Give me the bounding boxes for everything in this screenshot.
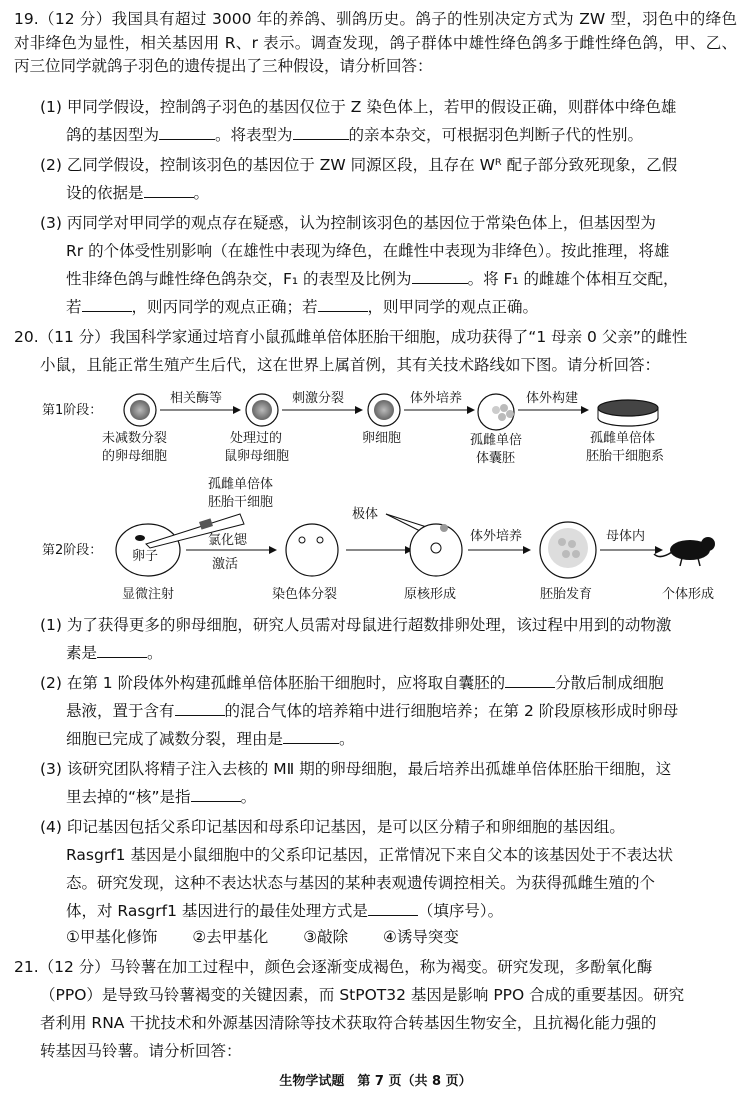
svg-text:体外培养: 体外培养 [410,391,463,406]
answer-blank[interactable] [97,644,147,658]
q20-sub1-line1: (1) 为了获得更多的卵母细胞，研究人员需对母鼠进行超数排卵处理，该过程中用到的动物激 [40,616,672,634]
svg-text:极体: 极体 [352,507,379,522]
svg-text:孤雌单倍: 孤雌单倍 [470,433,523,448]
svg-text:激活: 激活 [212,557,239,572]
svg-text:的卵母细胞: 的卵母细胞 [102,449,168,464]
svg-text:胚胎干细胞: 胚胎干细胞 [208,495,274,510]
treated-oocyte-cell [246,394,278,426]
q19-sub3-line4: 若 ，则丙同学的观点正确；若 ，则甲同学的观点正确。 [66,298,539,316]
svg-text:原核形成: 原核形成 [404,587,457,602]
stage2-label: 第2阶段： [42,543,103,558]
answer-blank[interactable] [293,126,349,140]
answer-blank[interactable] [175,702,225,716]
option-4: ④诱导突变 [383,928,459,946]
svg-text:母体内: 母体内 [606,529,646,544]
svg-text:处理过的: 处理过的 [230,431,283,446]
q19-sub2-line1: (2) 乙同学假设，控制该羽色的基因位于 ZW 同源区段，且存在 Wᴿ 配子部分致死现象，乙假 [40,156,678,174]
q20-sub4-line1: (4) 印记基因包括父系印记基因和母系印记基因，是可以区分精子和卵细胞的基因组。 [40,818,625,836]
svg-text:体外构建: 体外构建 [526,391,579,406]
q20-sub1-line2: 素是 。 [66,644,163,662]
q21-line4: 转基因马铃薯。请分析回答： [40,1042,242,1060]
svg-text:孤雌单倍体: 孤雌单倍体 [590,431,656,446]
q20-sub3-line1: (3) 该研究团队将精子注入去核的 MⅡ 期的卵母细胞，最后培养出孤雄单倍体胚胎干细胞，这 [40,760,672,778]
q19-sub1-line1: (1) 甲同学假设，控制鸽子羽色的基因仅位于 Z 染色体上，若甲的假设正确，则群体中绛色雄 [40,98,677,116]
answer-blank[interactable] [368,902,418,916]
svg-text:相关酶等: 相关酶等 [170,391,223,406]
q19-sub3-line1: (3) 丙同学对甲同学的观点存在疑惑，认为控制该羽色的基因位于常染色体上，但基因型为 [40,214,656,232]
q20-sub3-line2: 里去掉的“核”是指 。 [66,788,257,806]
q19-intro: 19.（12 分）我国具有超过 3000 年的养鸽、驯鸽历史。鸽子的性别决定方式为 ZW 型，羽色中的绛色对非绛色为显性，相关基因用 R、r 表示。调查发现，鸽子群体中雄性绛色鸽多于雌性绛色鸽，甲、乙、丙三位同学就鸽子羽色的遗传提出了三种假设，请分析回答： [14,10,737,75]
q21-line3: 者利用 RNA 干扰技术和外源基因清除等技术获取符合转基因生物安全，且抗褐化能力强的 [40,1014,657,1032]
q20-sub4-line2: Rasgrf1 基因是小鼠细胞中的父系印记基因，正常情况下来自父本的该基因处于不表达状 [66,846,673,864]
svg-text:胚胎干细胞系: 胚胎干细胞系 [586,449,665,464]
pronucleus-cell [410,524,462,576]
svg-text:体外培养: 体外培养 [470,529,523,544]
chromosome-division-cell [286,524,338,576]
answer-blank[interactable] [82,298,132,312]
option-3: ③敲除 [303,928,349,946]
q20-intro-line2: 小鼠，且能正常生殖产生后代，这在世界上属首例，其有关技术路线如下图。请分析回答： [40,356,661,374]
answer-blank[interactable] [505,674,555,688]
q19-sub3-line3: 性非绛色鸽与雌性绛色鸽杂交，F₁ 的表型及比例为 。将 F₁ 的雌雄个体相互交配， [66,270,679,288]
answer-blank[interactable] [318,298,368,312]
answer-blank[interactable] [159,126,215,140]
svg-text:显微注射: 显微注射 [122,587,175,602]
svg-text:个体形成: 个体形成 [662,587,715,602]
svg-text:染色体分裂: 染色体分裂 [272,587,338,602]
svg-text:刺激分裂: 刺激分裂 [292,391,345,406]
option-2: ②去甲基化 [192,928,269,946]
stage1-label: 第1阶段： [42,403,103,418]
technique-route-diagram [40,388,740,606]
blastocyst [478,394,514,430]
svg-text:胚胎发育: 胚胎发育 [540,587,593,602]
egg-cell [368,394,400,426]
q20-sub2-line1: (2) 在第 1 阶段体外构建孤雌单倍体胚胎干细胞时，应将取自囊胚的 分散后制成细胞 [40,674,664,692]
answer-blank[interactable] [144,184,194,198]
oocyte-cell-1 [124,394,156,426]
mouse-icon [654,537,715,566]
q19-sub3-line2: Rr 的个体受性别影响（在雄性中表现为绛色，在雌性中表现为非绛色）。按此推理，将雄 [66,242,670,260]
q20-sub4-line3: 态。研究发现，这种不表达状态与基因的某种表观遗传调控相关。为获得孤雌生殖的个 [66,874,656,892]
answer-blank[interactable] [191,788,241,802]
q20-intro-line1: 20.（11 分）我国科学家通过培育小鼠孤雌单倍体胚胎干细胞，成功获得了“1 母亲 0 父亲”的雌性 [14,328,688,346]
svg-text:卵细胞: 卵细胞 [362,431,402,446]
embryo-cell [540,522,596,578]
q19-sub2-line2: 设的依据是 。 [66,184,210,202]
svg-text:氯化锶: 氯化锶 [208,533,248,548]
q21-line2: （PPO）是导致马铃薯褐变的关键因素，而 StPOT32 基因是影响 PPO 合成的重要基因。研究 [40,986,685,1004]
q20-options [66,926,737,950]
q20-sub2-line2: 悬液，置于含有 的混合气体的培养箱中进行细胞培养；在第 2 阶段原核形成时卵母 [66,702,679,720]
answer-blank[interactable] [412,270,468,284]
q20-sub4-line4: 体，对 Rasgrf1 基因进行的最佳处理方式是 （填序号）。 [66,902,504,920]
answer-blank[interactable] [283,730,339,744]
page-footer: 生物学试题 第 7 页（共 8 页） [279,1074,472,1089]
svg-text:鼠卵母细胞: 鼠卵母细胞 [224,449,290,464]
q21-line1: 21.（12 分）马铃薯在加工过程中，颜色会逐渐变成褐色，称为褐变。研究发现，多酚氧化酶 [14,958,653,976]
svg-text:未减数分裂: 未减数分裂 [102,431,168,446]
svg-text:体囊胚: 体囊胚 [476,451,516,466]
option-1: ①甲基化修饰 [66,928,158,946]
svg-text:卵子: 卵子 [132,549,159,564]
svg-text:孤雌单倍体: 孤雌单倍体 [208,477,274,492]
culture-dish [598,400,658,426]
q20-sub2-line3: 细胞已完成了减数分裂，理由是 。 [66,730,355,748]
q19-sub1-line2: 鸽的基因型为 。将表型为 的亲本杂交，可根据羽色判断子代的性别。 [66,126,644,144]
